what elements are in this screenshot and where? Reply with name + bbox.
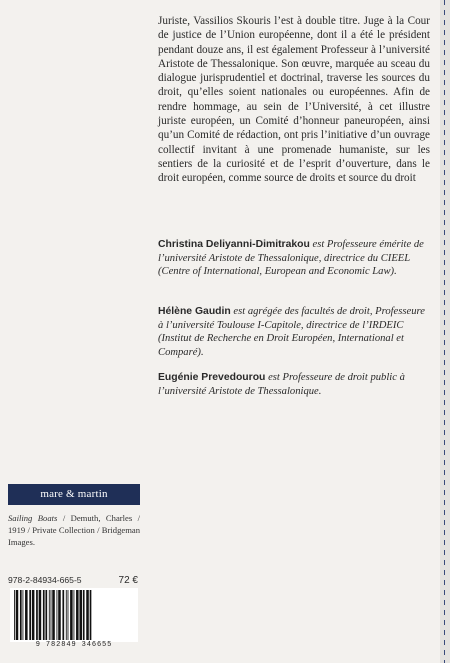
barcode-bar <box>74 590 75 640</box>
barcode-bar <box>51 590 52 640</box>
author-desc-1: est Professeure émérite de l’université Aristote de Thessalonique, directrice du CIEEL (Centre of International, European and Economic Law). <box>158 239 424 278</box>
price: 72 € <box>118 575 138 586</box>
barcode-bars <box>10 588 138 642</box>
barcode-bar <box>58 590 61 640</box>
author-name-2: Hélène Gaudin <box>158 306 231 317</box>
barcode-bar <box>36 590 38 640</box>
barcode-bar <box>90 590 92 640</box>
barcode-bar <box>79 590 82 640</box>
back-cover-blurb: Juriste, Vassilios Skouris l’est à double titre. Juge à la Cour de justice de l’Union européenne, dont il a été le président pendant douze ans, il est également Professeur à l’université Aristote de Thessalonique. Son œuvre, marquée au sceau du dialogue jurisprudentiel et doctrinal, traverse les sources du droit, qu’elles soient nationales ou européennes. Afin de rendre hommage, au sein de l’Université, à cet illustre juriste européen, un Comité d’honneur paneuropéen, ainsi qu’un Comité de rédaction, ont pris l’initiative d’un ouvrage collectif invitant à une promenade humaniste, sur les sentiers de la curiosité et de l’esprit d’ouverture, dans le droit européen, comme source de droits et source du droit <box>158 15 430 185</box>
barcode-bar <box>43 590 45 640</box>
barcode-digits: 9 782849 346655 <box>35 641 113 649</box>
barcode-bar <box>45 590 47 640</box>
author-desc-3: est Professeure de droit public à l’université Aristote de Thessalonique. <box>158 372 405 397</box>
barcode-bar <box>76 590 79 640</box>
publisher-logo: mare & martin <box>8 484 140 505</box>
barcode-bar <box>57 590 58 640</box>
image-credit-work: Sailing Boats <box>8 513 58 523</box>
barcode-bar <box>70 590 73 640</box>
author-desc-2: est agrégée des facultés de droit, Professeure à l’université Toulouse I-Capitole, directrice de l’IRDEIC (Institut de Recherche en Droit Européen, International et Comparé). <box>158 306 425 358</box>
author-name-3: Eugénie Prevedourou <box>158 372 266 383</box>
barcode-bar <box>25 590 28 640</box>
barcode-bar <box>14 590 15 640</box>
barcode-bar <box>16 590 19 640</box>
barcode-bar <box>62 590 64 640</box>
barcode-bar <box>32 590 35 640</box>
isbn-price-row <box>8 575 138 586</box>
author-bio-2 <box>158 305 430 359</box>
barcode <box>10 588 138 642</box>
barcode-bar <box>52 590 55 640</box>
author-bio-1 <box>158 238 430 279</box>
barcode-bar <box>20 590 22 640</box>
barcode-bar <box>49 590 50 640</box>
barcode-bar <box>66 590 67 640</box>
barcode-bar <box>68 590 69 640</box>
barcode-bar <box>29 590 31 640</box>
barcode-bar <box>23 590 24 640</box>
author-bio-3 <box>158 371 430 398</box>
barcode-bar <box>86 590 89 640</box>
author-name-1: Christina Deliyanni-Dimitrakou <box>158 239 310 250</box>
isbn: 978-2-84934-665-5 <box>8 575 82 585</box>
barcode-bar <box>39 590 42 640</box>
page-edge-rule <box>440 0 450 663</box>
image-credit-details: / Demuth, Charles / 1919 / Private Collection / Bridgeman Images. <box>8 513 140 547</box>
image-credit <box>8 512 140 548</box>
barcode-bar <box>83 590 85 640</box>
